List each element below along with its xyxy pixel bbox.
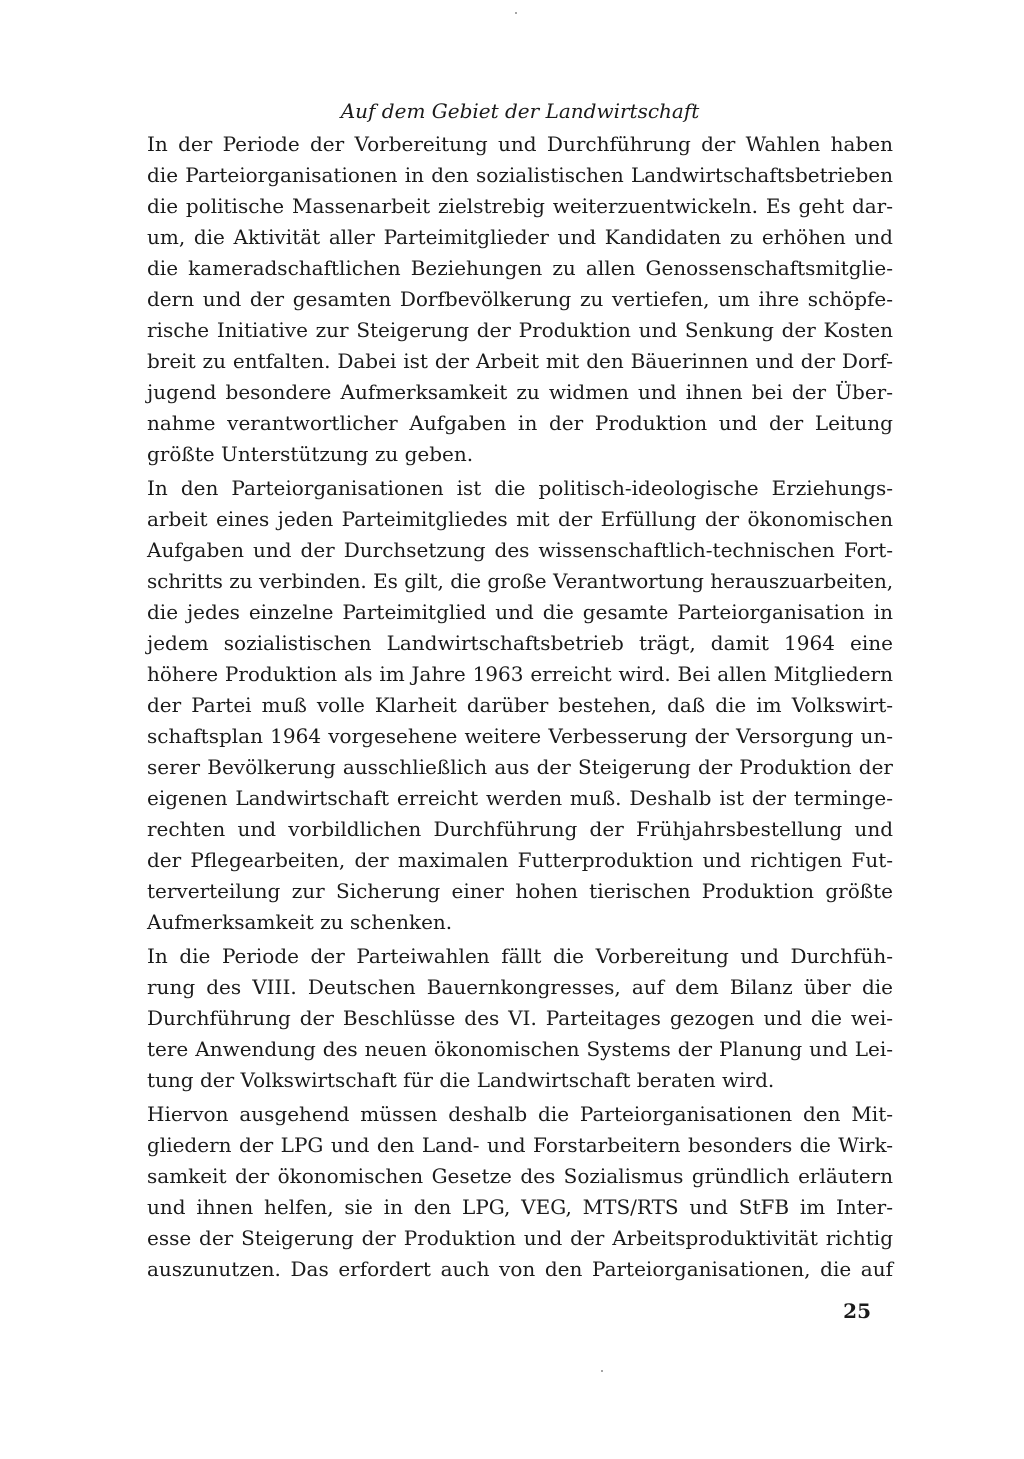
paragraph bbox=[147, 129, 893, 470]
text-line: eigenen Landwirtschaft erreicht werden muß. Deshalb ist der terminge- bbox=[147, 786, 893, 810]
text-line: In die Periode der Parteiwahlen fällt die Vorbereitung und Durchfüh- bbox=[147, 944, 893, 968]
text-line: nahme verantwortlicher Aufgaben in der Produktion und der Leitung bbox=[147, 411, 893, 435]
text-line: rische Initiative zur Steigerung der Produktion und Senkung der Kosten bbox=[147, 318, 893, 342]
scan-speck bbox=[515, 12, 517, 14]
text-line: Hiervon ausgehend müssen deshalb die Parteiorganisationen den Mit- bbox=[147, 1102, 893, 1126]
text-line: die kameradschaftlichen Beziehungen zu allen Genossenschaftsmitglie- bbox=[147, 256, 893, 280]
text-line: tung der Volkswirtschaft für die Landwirtschaft beraten wird. bbox=[147, 1068, 775, 1092]
text-line: jedem sozialistischen Landwirtschaftsbetrieb trägt, damit 1964 eine bbox=[147, 631, 893, 655]
text-line: terverteilung zur Sicherung einer hohen tierischen Produktion größte bbox=[147, 879, 893, 903]
text-line: schaftsplan 1964 vorgesehene weitere Verbesserung der Versorgung un- bbox=[147, 724, 893, 748]
body-text bbox=[147, 129, 893, 1285]
paragraph bbox=[147, 941, 893, 1096]
text-line: rung des VIII. Deutschen Bauernkongresses, auf dem Bilanz über die bbox=[147, 975, 893, 999]
page-number: 25 bbox=[843, 1299, 871, 1323]
paragraph bbox=[147, 1099, 893, 1285]
text-line: der Pflegearbeiten, der maximalen Futterproduktion und richtigen Fut- bbox=[147, 848, 893, 872]
text-line: dern und der gesamten Dorfbevölkerung zu vertiefen, um ihre schöpfe- bbox=[147, 287, 893, 311]
text-line: schritts zu verbinden. Es gilt, die große Verantwortung herauszuarbeiten, bbox=[147, 569, 893, 593]
text-line: rechten und vorbildlichen Durchführung der Frühjahrsbestellung und bbox=[147, 817, 893, 841]
text-line: Durchführung der Beschlüsse des VI. Parteitages gezogen und die wei- bbox=[147, 1006, 893, 1030]
scan-speck bbox=[601, 1370, 603, 1372]
text-line: In der Periode der Vorbereitung und Durchführung der Wahlen haben bbox=[147, 132, 893, 156]
text-line: der Partei muß volle Klarheit darüber bestehen, daß die im Volkswirt- bbox=[147, 693, 893, 717]
text-line: In den Parteiorganisationen ist die politisch-ideologische Erziehungs- bbox=[147, 476, 893, 500]
text-line: breit zu entfalten. Dabei ist der Arbeit mit den Bäuerinnen und der Dorf- bbox=[147, 349, 893, 373]
text-line: jugend besondere Aufmerksamkeit zu widmen und ihnen bei der Über- bbox=[147, 380, 893, 404]
text-line: esse der Steigerung der Produktion und der Arbeitsproduktivität richtig bbox=[147, 1226, 893, 1250]
paragraph bbox=[147, 473, 893, 938]
text-line: höhere Produktion als im Jahre 1963 erreicht wird. Bei allen Mitgliedern bbox=[147, 662, 893, 686]
text-line: die politische Massenarbeit zielstrebig weiterzuentwickeln. Es geht dar- bbox=[147, 194, 893, 218]
text-line: die jedes einzelne Parteimitglied und die gesamte Parteiorganisation in bbox=[147, 600, 893, 624]
text-line: und ihnen helfen, sie in den LPG, VEG, MTS/RTS und StFB im Inter- bbox=[147, 1195, 893, 1219]
text-line: arbeit eines jeden Parteimitgliedes mit der Erfüllung der ökonomischen bbox=[147, 507, 893, 531]
text-line: gliedern der LPG und den Land- und Forstarbeitern besonders die Wirk- bbox=[147, 1133, 893, 1157]
text-line: auszunutzen. Das erfordert auch von den Parteiorganisationen, die auf bbox=[147, 1257, 893, 1281]
text-line: größte Unterstützung zu geben. bbox=[147, 442, 474, 466]
text-line: Aufgaben und der Durchsetzung des wissenschaftlich-technischen Fort- bbox=[147, 538, 893, 562]
text-line: um, die Aktivität aller Parteimitglieder und Kandidaten zu erhöhen und bbox=[147, 225, 893, 249]
text-line: samkeit der ökonomischen Gesetze des Sozialismus gründlich erläutern bbox=[147, 1164, 893, 1188]
text-line: die Parteiorganisationen in den sozialistischen Landwirtschaftsbetrieben bbox=[147, 163, 893, 187]
text-line: tere Anwendung des neuen ökonomischen Systems der Planung und Lei- bbox=[147, 1037, 893, 1061]
section-heading: Auf dem Gebiet der Landwirtschaft bbox=[340, 99, 700, 123]
text-line: Aufmerksamkeit zu schenken. bbox=[147, 910, 453, 934]
text-line: serer Bevölkerung ausschließlich aus der Steigerung der Produktion der bbox=[147, 755, 893, 779]
